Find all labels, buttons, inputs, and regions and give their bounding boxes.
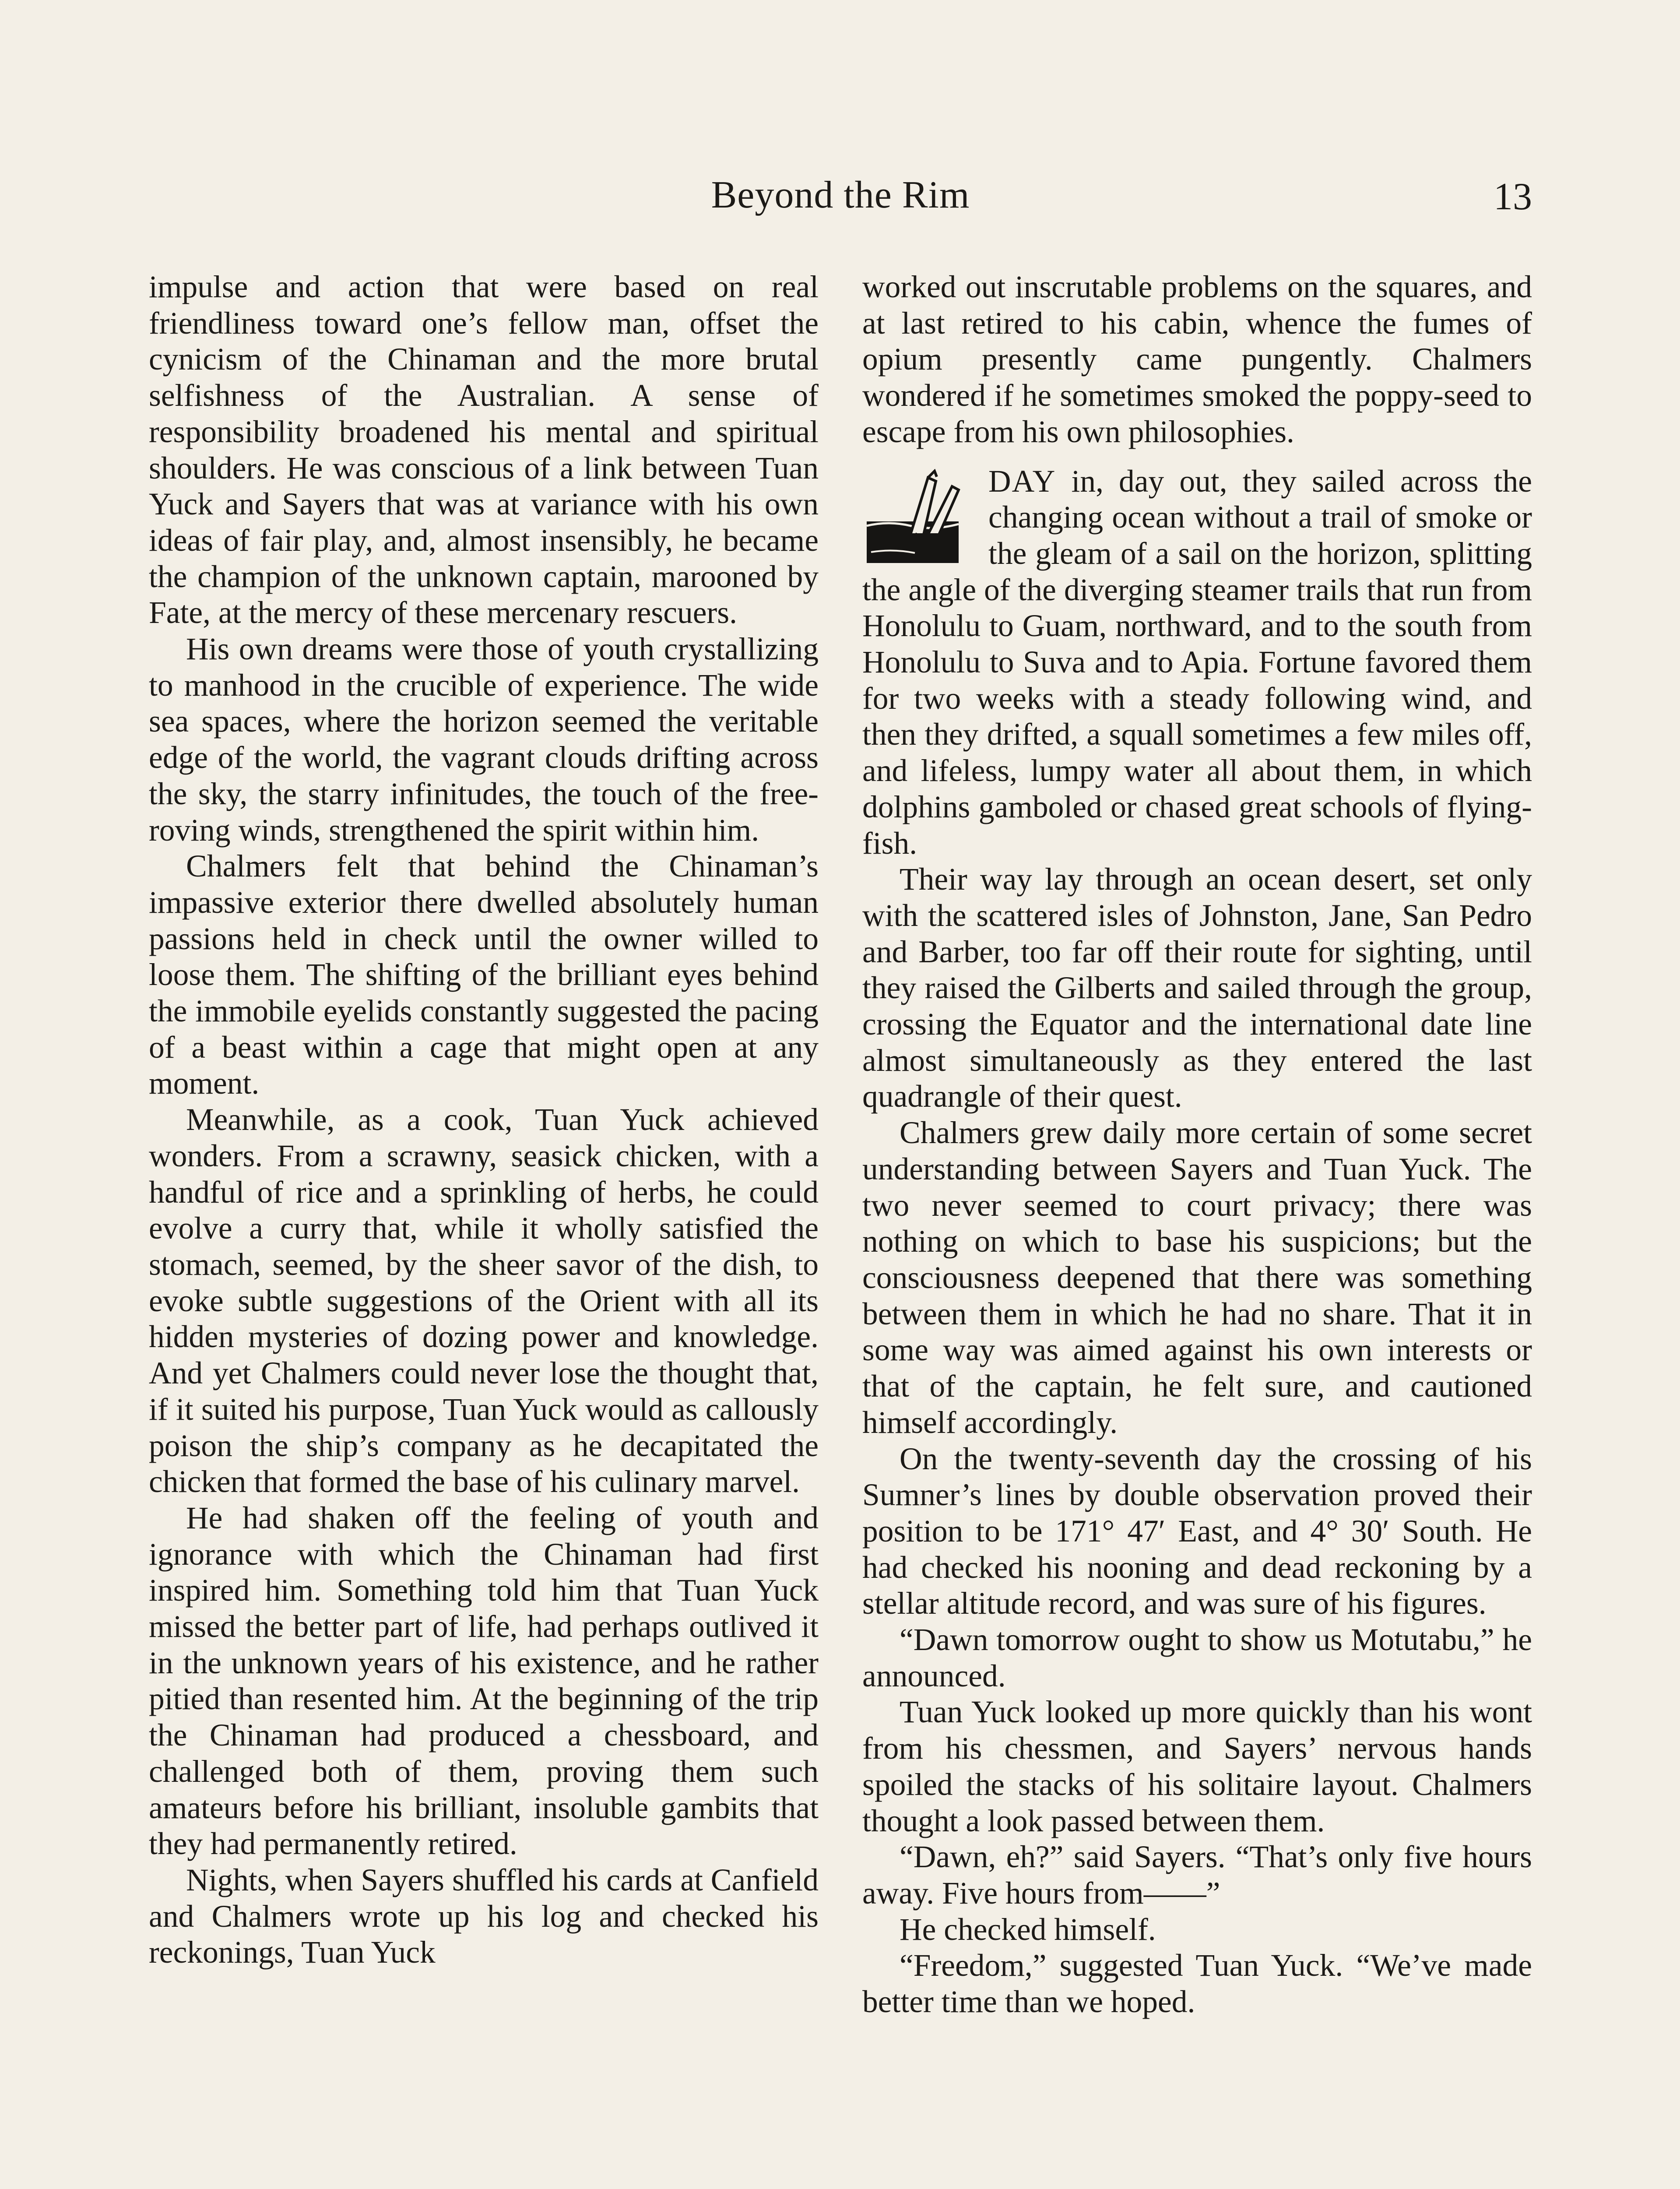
section-body: in, day out, they sailed across the changing ocean without a trail of smoke or the gleam of a sail on the horizon, splitting the angle of the diverging steamer trails that run from Honolulu to Guam, northward, and to the south from Honolulu to Suva and to Apia. Fortune favored them for two weeks with a steady following wind, and then they drifted, a squall sometimes a few miles off, and lifeless, lumpy water all about them, in which dolphins gamboled or chased great schools of flying-fish. (862, 464, 1532, 861)
page-number: 13 (1494, 176, 1532, 218)
running-title: Beyond the Rim (711, 174, 970, 216)
paragraph: Chalmers felt that behind the Chinaman’s impassive exterior there dwelled absolutely human passions held in check until the owner willed to loose them. The shifting of the brilliant eyes behind the immobile eyelids constantly suggested the pacing of a beast within a cage that might open at any moment. (149, 849, 819, 1101)
paragraph: worked out inscrutable problems on the squares, and at last retired to his cabin, whence the fumes of opium presently came pungently. Chalmers wondered if he sometimes smoked the poppy-seed to escape from his own philosophies. (862, 270, 1532, 449)
paragraph: Meanwhile, as a cook, Tuan Yuck achieved wonders. From a scrawny, seasick chicken, with a handful of rice and a sprinkling of herbs, he could evolve a curry that, while it wholly satisfied the stomach, seemed, by the sheer savor of the dish, to evoke subtle suggestions of the Orient with all its hidden mysteries of dozing power and knowledge. And yet Chalmers could never lose the thought that, if it suited his purpose, Tuan Yuck would as callously poison the ship’s company as he decapitated the chicken that formed the base of his culinary marvel. (149, 1102, 819, 1499)
paragraph: Chalmers grew daily more certain of some secret understanding between Sayers and Tuan Yuck. The two never seemed to court privacy; there was nothing on which to base his suspicions; but the consciousness deepened that there was something between them in which he had no share. That it in some way was aimed against his own interests or that of the captain, he felt sure, and cautioned himself accordingly. (862, 1116, 1532, 1440)
paragraph: His own dreams were those of youth crystallizing to manhood in the crucible of experience. The wide sea spaces, where the horizon seemed the veritable edge of the world, the vagrant clouds drifting across the sky, the starry infinitudes, the touch of the free-roving winds, strengthened the spirit within him. (149, 632, 819, 848)
paragraph: impulse and action that were based on real friendliness toward one’s fellow man, offset the cynicism of the Chinaman and the more brutal selfishness of the Australian. A sense of responsibility broadened his mental and spiritual shoulders. He was conscious of a link between Tuan Yuck and Sayers that was at variance with his own ideas of fair play, and, almost insensibly, he became the champion of the unknown captain, marooned by Fate, at the mercy of these mercenary rescuers. (149, 270, 819, 630)
paragraph: Tuan Yuck looked up more quickly than his wont from his chessmen, and Sayers’ nervous hands spoiled the stacks of his solitaire layout. Chalmers thought a look passed between them. (862, 1695, 1532, 1838)
section-lead-word: DAY (988, 464, 1056, 499)
paragraph: “Dawn, eh?” said Sayers. “That’s only five hours away. Five hours from——” (862, 1840, 1532, 1911)
paragraph: He had shaken off the feeling of youth and ignorance with which the Chinaman had first inspired him. Something told him that Tuan Yuck missed the better part of life, had perhaps outlived it in the unknown years of his existence, and he rather pitied than resented him. At the beginning of the trip the Chinaman had produced a chessboard, and challenged both of them, proving them such amateurs before his brilliant, insoluble gambits that they had permanently retired. (149, 1500, 819, 1862)
page-header (149, 173, 1532, 230)
bird-over-sea-ornament-icon (862, 469, 976, 570)
paragraph: “Dawn tomorrow ought to show us Motutabu,” he announced. (862, 1622, 1532, 1693)
paragraph: He checked himself. (900, 1912, 1156, 1947)
section-opening-paragraph (862, 464, 1532, 862)
paragraph: On the twenty-seventh day the crossing of his Sumner’s lines by double observation proved their position to be 171° 47′ East, and 4° 30′ South. He had checked his nooning and dead reckoning by a stellar altitude record, and was sure of his figures. (862, 1441, 1532, 1621)
paragraph: Nights, when Sayers shuffled his cards at Canfield and Chalmers wrote up his log and checked his reckonings, Tuan Yuck (149, 1862, 819, 1970)
paragraph: “Freedom,” suggested Tuan Yuck. “We’ve made better time than we hoped. (862, 1948, 1532, 2020)
paragraph: Their way lay through an ocean desert, set only with the scattered isles of Johnston, Jane, San Pedro and Barber, too far off their route for sighting, until they raised the Gilberts and sailed through the group, crossing the Equator and the international date line almost simultaneously as they entered the last quadrangle of their quest. (862, 862, 1532, 1114)
left-column (149, 269, 819, 1971)
right-column (862, 269, 1532, 2020)
